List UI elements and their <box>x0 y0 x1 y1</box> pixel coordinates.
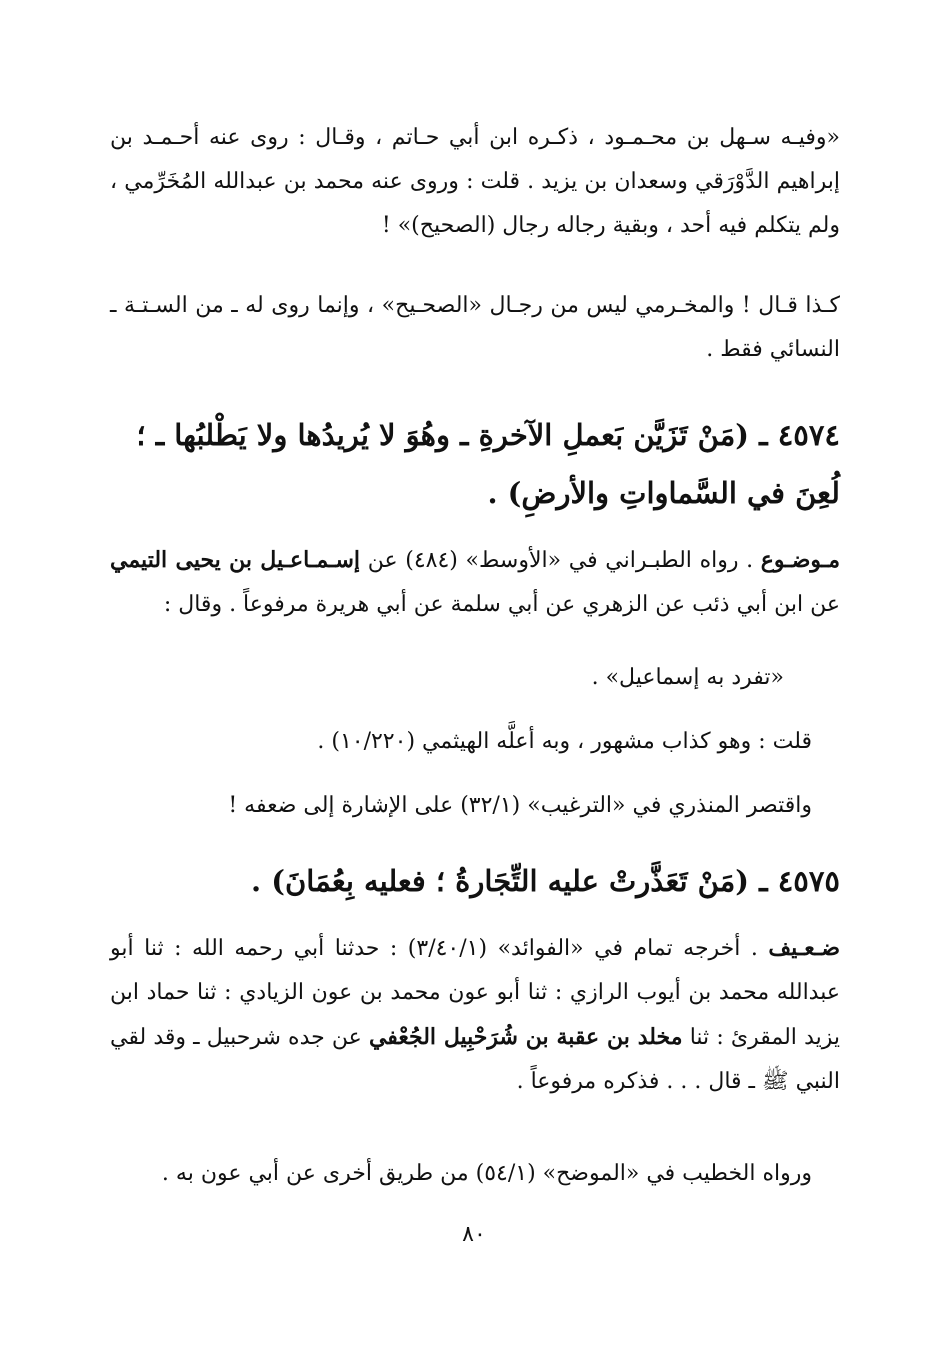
paragraph-mawdu-grading <box>110 538 840 627</box>
paragraph-text: واقتصر المنذري في «الترغيب» (٣٢/١) على الإشارة إلى ضعفه ! <box>228 793 812 818</box>
paragraph-text: . أخرجه تمام في «الفوائد» (٣/٤٠/١) : حدثنا أبي رحمه الله : ثنا أبو عبدالله محمد بن أيوب الرازي : ثنا أبو عون محمد بن عون الزيادي : ثنا حماد ابن يزيد المقرئ : ثنا <box>110 936 841 1050</box>
paragraph-daif-grading <box>110 926 840 1104</box>
paragraph-text: ورواه الخطيب في «الموضح» (٥٤/١) من طريق أخرى عن أبي عون به . <box>161 1161 812 1186</box>
paragraph-text: كـذا قـال ! والمخـرمي ليس من رجـال «الصحـيح» ، وإنما روى له ـ من السـتـة ـ النسائي فقط . <box>110 293 840 362</box>
paragraph-text: قلت : وهو كذاب مشهور ، وبه أعلَّه الهيثمي (١٠/٢٢٠) . <box>317 729 812 754</box>
grading-label: مـوضـوع <box>760 547 840 573</box>
paragraph-tafarrud <box>110 656 840 700</box>
page-number: ٨٠ <box>462 1222 486 1247</box>
paragraph-quote-sahl <box>110 116 840 248</box>
hadith-heading-4574 <box>110 406 840 522</box>
hadith-text: ٤٥٧٤ ـ (مَنْ تَزَيَّن بَعملِ الآخرةِ ـ وهُوَ لا يُريدُها ولا يَطْلبُها ـ ؛ لُعِنَ في السَّماواتِ والأرضِ) . <box>136 418 840 510</box>
paragraph-haythami <box>110 720 840 764</box>
narrator-name: إسـمـاعـيل بن يحيى التيمي <box>110 547 361 573</box>
paragraph-text: «وفيـه سـهل بن محـمـود ، ذكـره ابن أبي حـاتم ، وقـال : روى عنه أحـمـد بن إبراهيم الدَّوْرَقي وسعدان بن يزيد . قلت : وروى عنه محمد بن عبدالله المُخَرِّمي ، ولم يتكلم فيه أحد ، وبقية رجاله رجال (الصحيح)» ! <box>110 125 840 238</box>
narrator-name: مخلد بن عقبة بن شُرَحْبِيل الجُعْفي <box>368 1024 683 1050</box>
paragraph-text: «تفرد به إسماعيل» . <box>591 665 784 690</box>
paragraph-khatib <box>110 1152 840 1196</box>
grading-label: ضـعـيف <box>768 935 841 961</box>
hadith-heading-4575 <box>110 852 840 910</box>
paragraph-makhrami-note <box>110 284 840 372</box>
paragraph-text: عن جده شرحبيل ـ وقد لقي النبي ﷺ ـ قال . . . فذكره مرفوعاً . <box>110 1025 840 1094</box>
paragraph-text: . رواه الطبـراني في «الأوسط» (٤٨٤) عن <box>360 548 761 573</box>
paragraph-mundhiri <box>110 784 840 828</box>
paragraph-text: عن ابن أبي ذئب عن الزهري عن أبي سلمة عن أبي هريرة مرفوعاً . وقال : <box>163 592 840 617</box>
hadith-text: ٤٥٧٥ ـ (مَنْ تَعَذَّرتْ عليه التِّجَارةُ ؛ فعليه بِعُمَانَ) . <box>251 864 840 898</box>
